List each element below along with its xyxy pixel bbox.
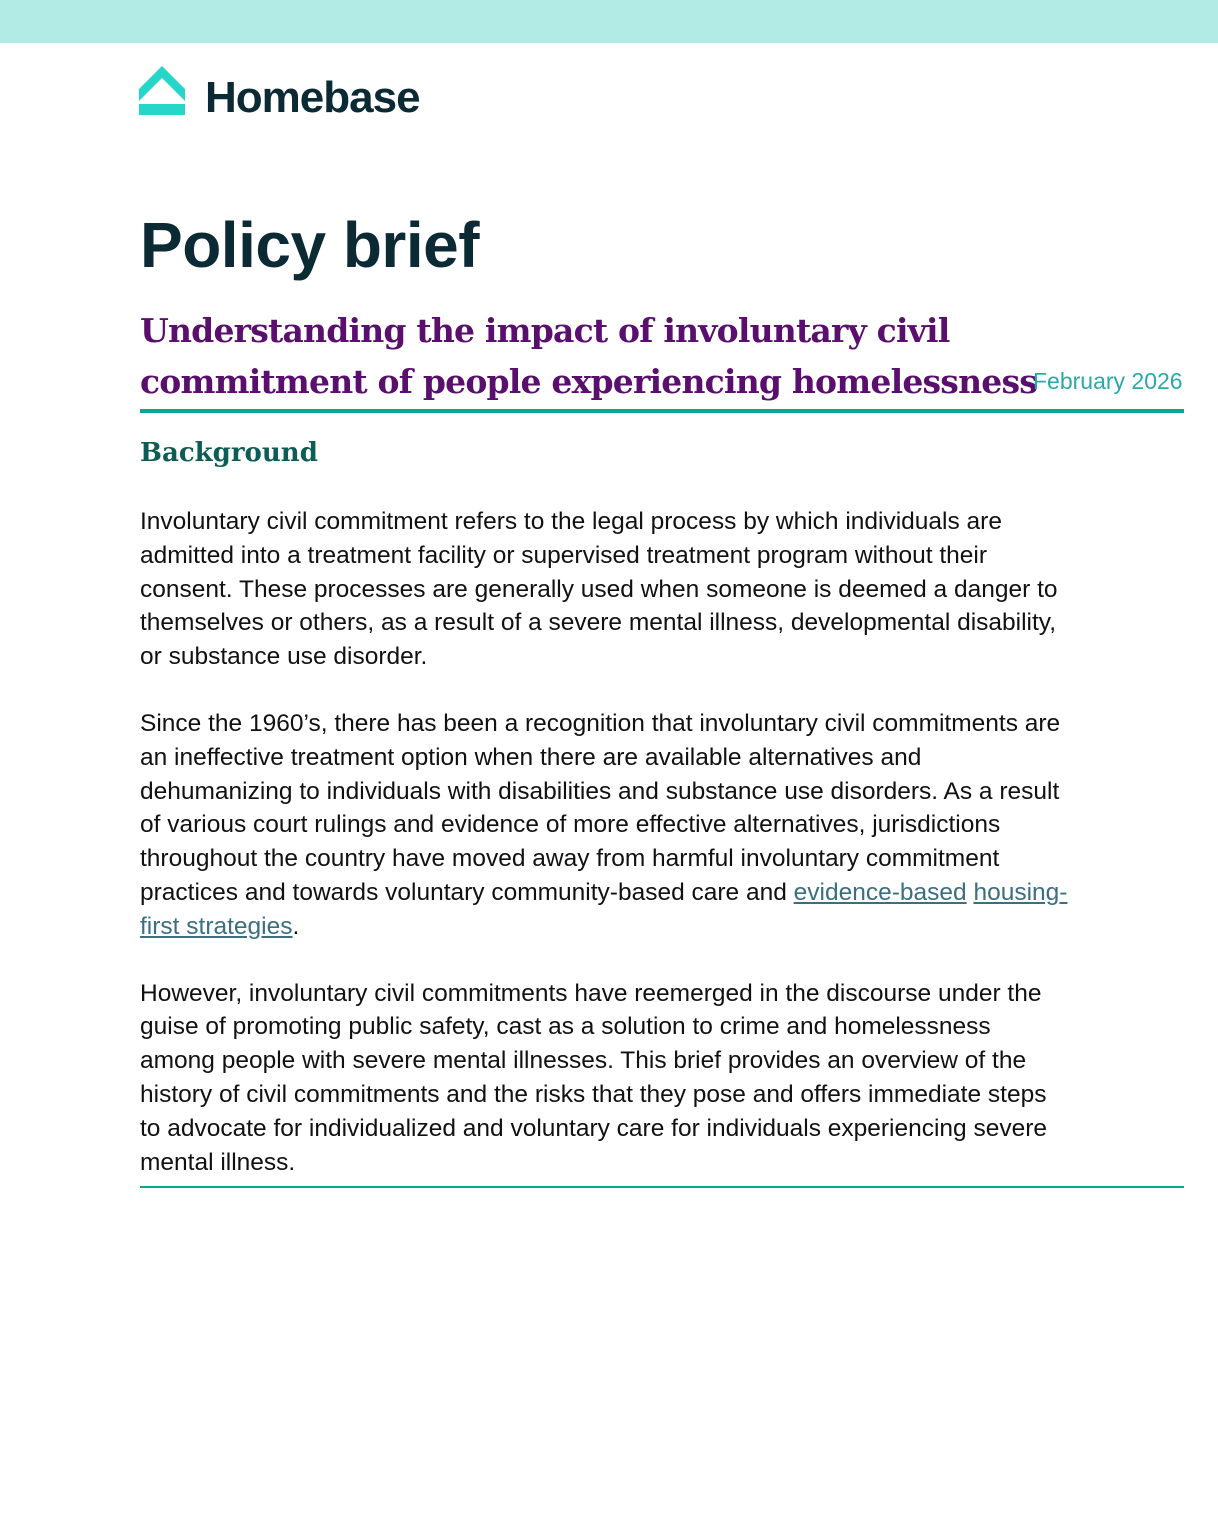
text-line: themselves or others, as a result of a severe mental illness, developmental disability,	[140, 609, 1057, 637]
text-line: to advocate for individualized and voluntary care for individuals experiencing severe	[140, 1114, 1048, 1142]
text-line: consent. These processes are generally used when someone is deemed a danger to	[140, 575, 1058, 603]
text-line: Involuntary civil commitment refers to the legal process by which individuals are	[140, 508, 1002, 535]
text-line	[140, 876, 1140, 910]
top-color-band	[0, 0, 1218, 43]
text-line: or substance use disorder.	[140, 643, 428, 671]
housing-first-link[interactable]: housing-	[973, 878, 1068, 906]
text-line: throughout the country have moved away from harmful involuntary commitment	[140, 845, 1000, 873]
evidence-based-link[interactable]: evidence-based	[793, 878, 967, 906]
text-line: However, involuntary civil commitments have reemerged in the discourse under the	[140, 979, 1042, 1007]
text-line: guise of promoting public safety, cast as a solution to crime and homelessness	[140, 1013, 991, 1041]
subtitle-line: Understanding the impact of involuntary civil	[140, 311, 950, 350]
text-line: dehumanizing to individuals with disabilities and substance use disorders. As a result	[140, 777, 1060, 805]
text-line: mental illness.	[140, 1148, 296, 1176]
header-divider	[140, 409, 1184, 413]
section-heading: Background	[140, 438, 318, 468]
subtitle	[140, 305, 1037, 407]
house-icon	[139, 63, 185, 117]
paragraph-2	[140, 707, 1140, 944]
page-title: Policy brief	[140, 209, 479, 281]
text-line: Since the 1960’s, there has been a recognition that involuntary civil commitments are	[140, 709, 1061, 737]
text-segment: practices and towards voluntary community-based care and	[140, 878, 794, 906]
text-line: of various court rulings and evidence of more effective alternatives, jurisdictions	[140, 811, 1001, 839]
section-divider	[140, 1186, 1184, 1188]
text-segment: .	[292, 912, 300, 940]
text-line: an ineffective treatment option when there are available alternatives and	[140, 743, 922, 771]
publication-date: February 2026	[1033, 368, 1183, 394]
body-text	[140, 505, 1140, 1212]
paragraph-1	[140, 505, 1140, 674]
paragraph-3	[140, 977, 1140, 1180]
logo-wordmark: Homebase	[205, 73, 420, 122]
homebase-logo	[139, 63, 420, 122]
text-line: admitted into a treatment facility or supervised treatment program without their	[140, 541, 987, 569]
housing-first-link-continued[interactable]: first strategies	[140, 912, 293, 940]
subtitle-line: commitment of people experiencing homelessness	[140, 362, 1038, 401]
text-line	[140, 910, 1140, 944]
text-line: among people with severe mental illnesses. This brief provides an overview of the	[140, 1047, 1027, 1075]
text-line: history of civil commitments and the risks that they pose and offers immediate steps	[140, 1080, 1047, 1108]
